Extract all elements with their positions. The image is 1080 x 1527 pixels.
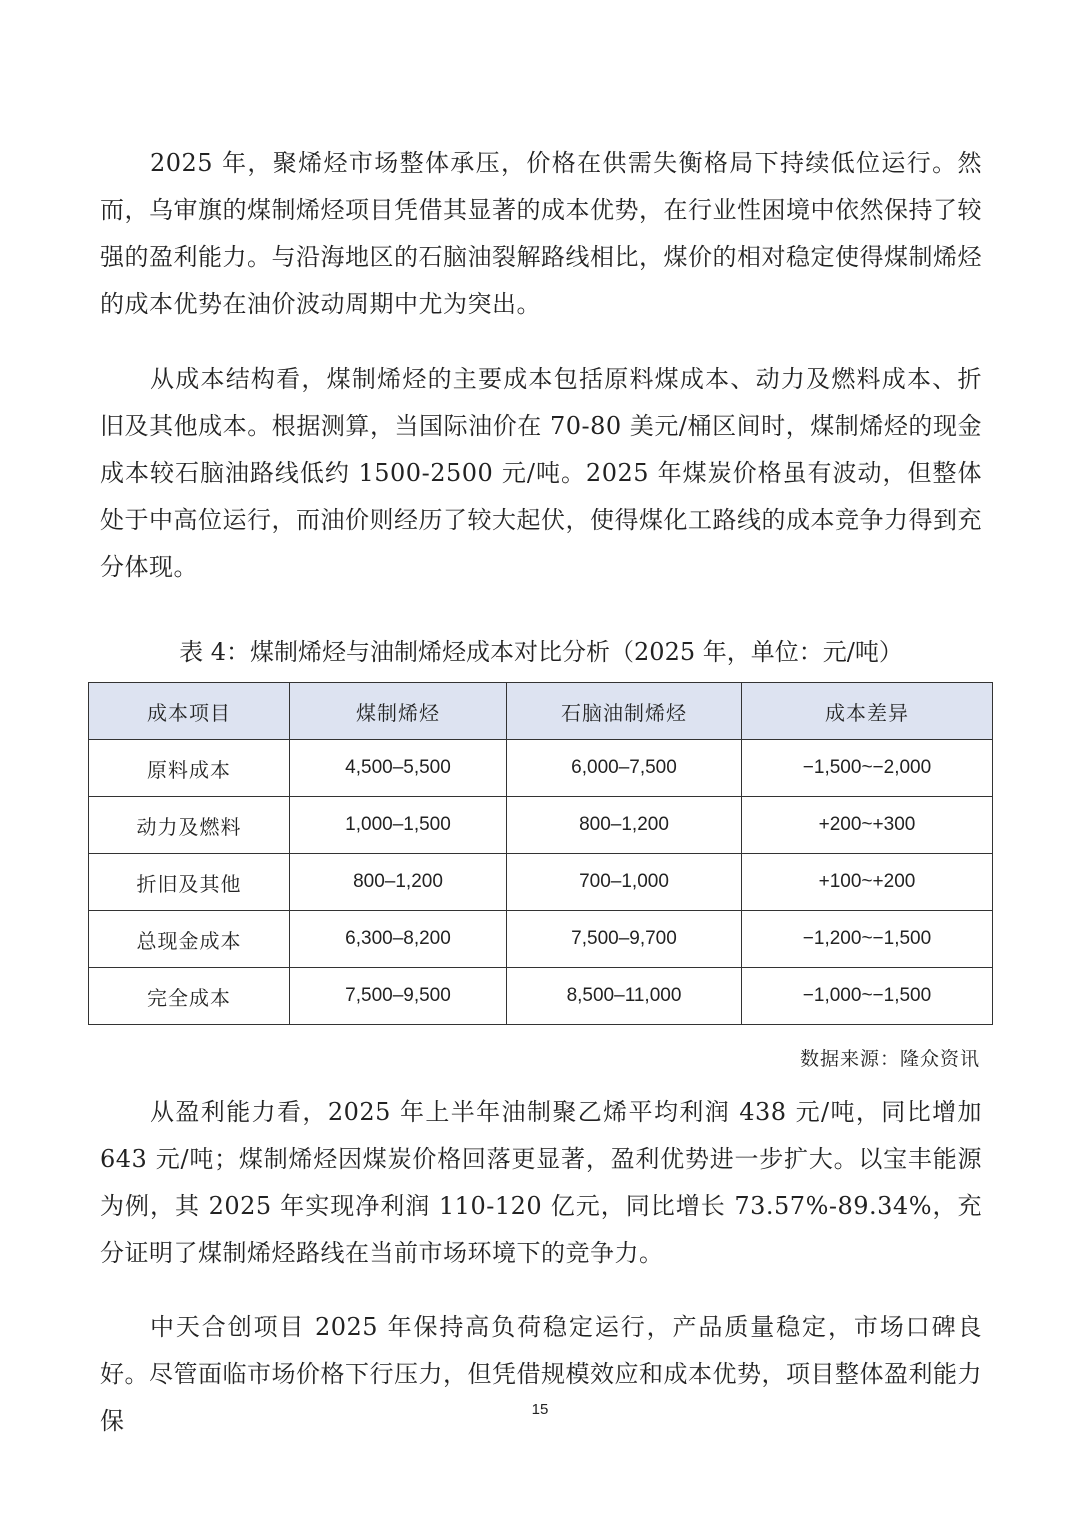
- difference-cell: −1,000~−1,500: [742, 968, 993, 1025]
- naphtha-cost-cell: 7,500–9,700: [507, 911, 742, 968]
- header-cost-item: 成本项目: [89, 683, 290, 740]
- paragraph-2: 从成本结构看，煤制烯烃的主要成本包括原料煤成本、动力及燃料成本、折旧及其他成本。根据测算，当国际油价在 70-80 美元/桶区间时，煤制烯烃的现金成本较石脑油路线低约 1500-2500 元/吨。2025 年煤炭价格虽有波动，但整体处于中高位运行，而油价则经历了较大起伏，使得煤化工路线的成本竞争力得到充分体现。: [100, 365, 982, 581]
- difference-cell: +100~+200: [742, 854, 993, 911]
- naphtha-cost-cell: 6,000–7,500: [507, 740, 742, 797]
- row-label: 原料成本: [89, 740, 290, 797]
- data-source-note: 数据来源：隆众资讯: [799, 1048, 980, 1070]
- coal-cost-cell: 800–1,200: [290, 854, 507, 911]
- row-label: 总现金成本: [89, 911, 290, 968]
- paragraph-1: 2025 年，聚烯烃市场整体承压，价格在供需失衡格局下持续低位运行。然而，乌审旗的煤制烯烃项目凭借其显著的成本优势，在行业性困境中依然保持了较强的盈利能力。与沿海地区的石脑油裂解路线相比，煤价的相对稳定使得煤制烯烃的成本优势在油价波动周期中尤为突出。: [100, 149, 982, 318]
- table-row: [89, 797, 993, 854]
- header-coal-olefin: 煤制烯烃: [290, 683, 507, 740]
- table-row: [89, 740, 993, 797]
- table-row: [89, 854, 993, 911]
- coal-cost-cell: 4,500–5,500: [290, 740, 507, 797]
- table-header-row: [89, 683, 993, 740]
- row-label: 完全成本: [89, 968, 290, 1025]
- naphtha-cost-cell: 8,500–11,000: [507, 968, 742, 1025]
- row-label: 动力及燃料: [89, 797, 290, 854]
- coal-cost-cell: 6,300–8,200: [290, 911, 507, 968]
- coal-cost-cell: 1,000–1,500: [290, 797, 507, 854]
- table-row: [89, 968, 993, 1025]
- paragraph-3: 从盈利能力看，2025 年上半年油制聚乙烯平均利润 438 元/吨，同比增加 643 元/吨；煤制烯烃因煤炭价格回落更显著，盈利优势进一步扩大。以宝丰能源为例，其 2025 年实现净利润 110-120 亿元，同比增长 73.57%-89.34%，充分证明了煤制烯烃路线在当前市场环境下的竞争力。: [100, 1098, 982, 1267]
- coal-cost-cell: 7,500–9,500: [290, 968, 507, 1025]
- paragraph-4: 中天合创项目 2025 年保持高负荷稳定运行，产品质量稳定，市场口碑良好。尽管面临市场价格下行压力，但凭借规模效应和成本优势，项目整体盈利能力保: [100, 1313, 982, 1435]
- table-row: [89, 911, 993, 968]
- header-naphtha-olefin: 石脑油制烯烃: [507, 683, 742, 740]
- row-label: 折旧及其他: [89, 854, 290, 911]
- naphtha-cost-cell: 800–1,200: [507, 797, 742, 854]
- header-cost-difference: 成本差异: [742, 683, 993, 740]
- cost-comparison-table: [88, 682, 993, 1025]
- difference-cell: −1,200~−1,500: [742, 911, 993, 968]
- table-caption: 表 4：煤制烯烃与油制烯烃成本对比分析（2025 年，单位：元/吨）: [179, 638, 903, 666]
- difference-cell: −1,500~−2,000: [742, 740, 993, 797]
- page-number: 15: [531, 1401, 549, 1418]
- naphtha-cost-cell: 700–1,000: [507, 854, 742, 911]
- difference-cell: +200~+300: [742, 797, 993, 854]
